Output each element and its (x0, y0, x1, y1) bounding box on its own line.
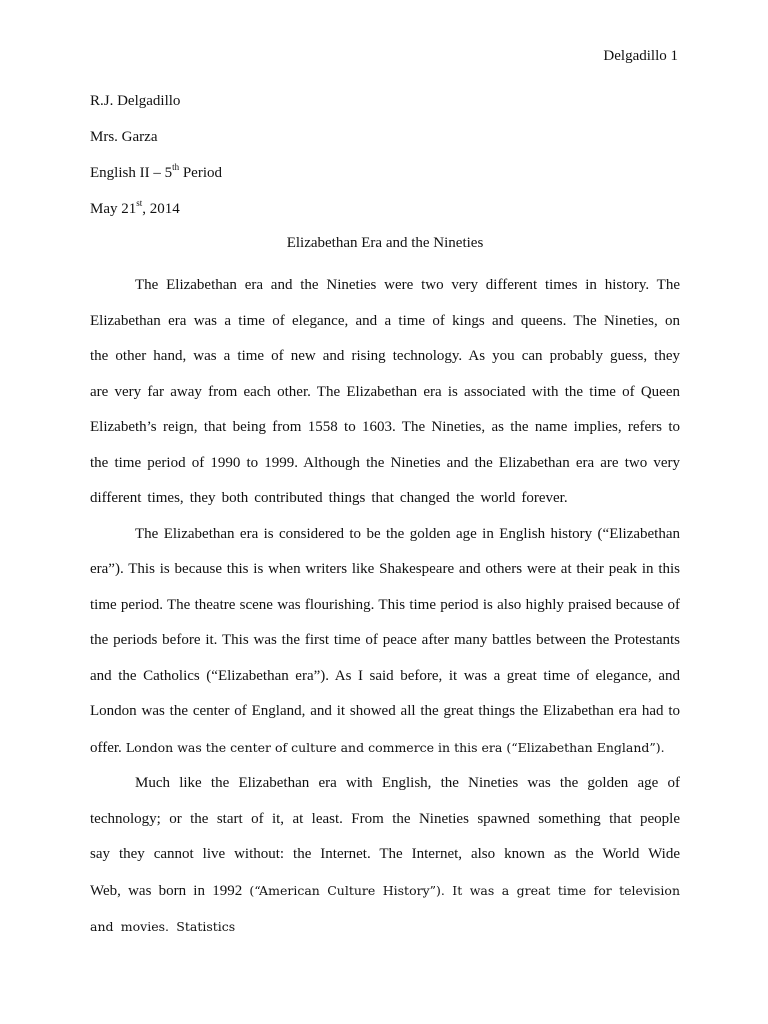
essay-body (90, 268, 680, 946)
date-prefix: May 21 (90, 201, 137, 217)
paragraph-2-text: The Elizabethan era is considered to be the golden age in English history (“Elizabethan era”). This is because this is when writers like Shakespeare and others were at their peak in this time period. The theatre scene was flourishing. This time period is also highly praised because of the periods before it. This was the first time of peace after many battles between the Protestants and the Catholics (“Elizabethan era”). As I said before, it was a great time of elegance, and London was the center of England, and it showed all the great things the Elizabethan era had to offer. (90, 525, 680, 756)
course-prefix: English II – 5 (90, 165, 173, 181)
paragraph-3-alt-font-text: (“American Culture History”). It was a great time for television and movies. Statistics (90, 882, 680, 934)
mla-heading (90, 92, 680, 236)
teacher-name: Mrs. Garza (90, 129, 158, 145)
essay-date (90, 200, 680, 236)
paragraph-3 (90, 766, 680, 946)
paragraph-1-text: The Elizabethan era and the Nineties were two very different times in history. The Elizabethan era was a time of elegance, and a time of kings and queens. The Nineties, on the other hand, was a time of new and rising technology. As you can probably guess, they are very far away from each other. The Elizabethan era is associated with the time of Queen Elizabeth’s reign, that being from 1558 to 1603. The Nineties, as the name implies, refers to the time period of 1990 to 1999. Although the Nineties and the Elizabethan era are two very different times, they both contributed things that changed the world forever. (90, 277, 680, 506)
date-suffix: , 2014 (142, 201, 180, 217)
paragraph-2 (90, 517, 680, 767)
paragraph-1 (90, 268, 680, 517)
author-name: R.J. Delgadillo (90, 93, 181, 109)
paragraph-2-alt-font-text: London was the center of culture and commerce in this era (“Elizabethan England”). (121, 739, 665, 755)
course-suffix: Period (179, 165, 223, 181)
course-superscript: th (172, 162, 180, 172)
essay-title: Elizabethan Era and the Nineties (286, 235, 484, 251)
paragraph-3-text: Much like the Elizabethan era with English, the Nineties was the golden age of technology; or the start of it, at least. From the Nineties spawned something that people say they cannot live without: the Internet. The Internet, also known as the World Wide Web, was born in 1992 (90, 775, 680, 899)
date-superscript: st (136, 198, 143, 208)
course-name (90, 164, 680, 200)
page-header-label: Delgadillo 1 (603, 48, 678, 64)
